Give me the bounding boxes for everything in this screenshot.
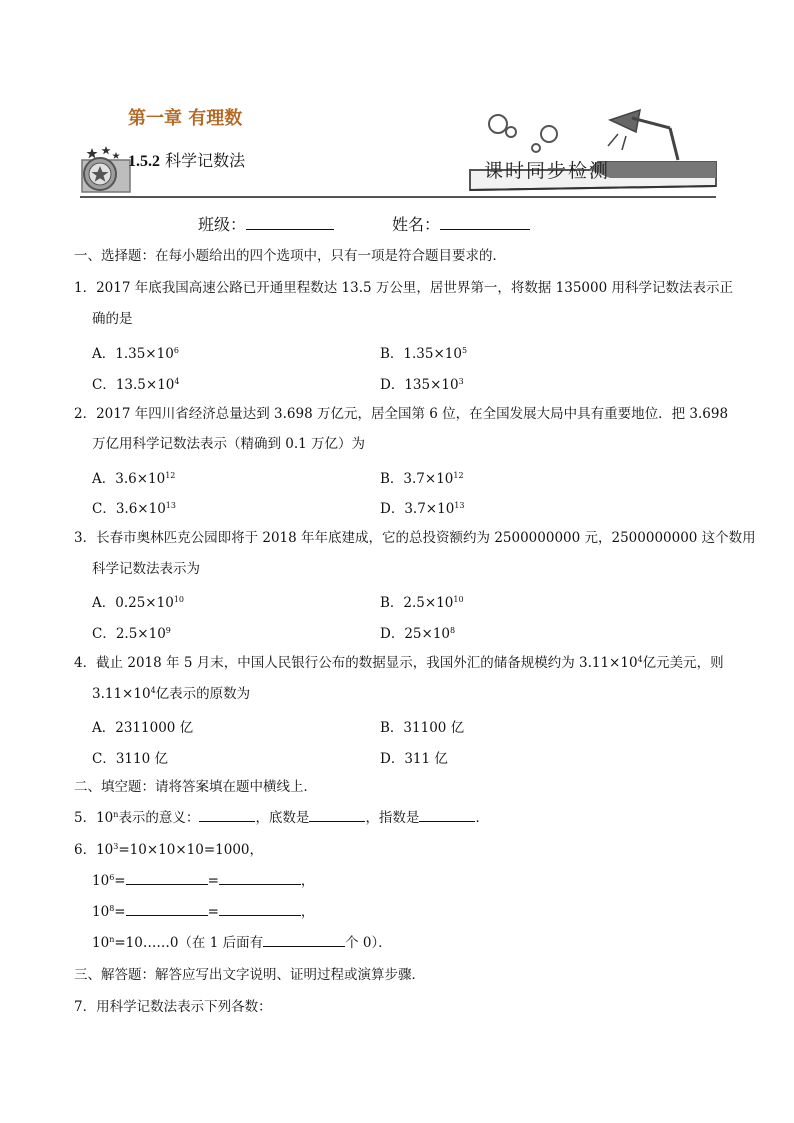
q1-stem-line1: 1．2017 年底我国高速公路已开通里程数达 13.5 万公里，居世界第一，将数据 135000 用科学记数法表示正 (74, 280, 733, 296)
q2-option-d[interactable]: D．$3.7\times 10^{13}$ (380, 501, 465, 517)
bubbles-icon (489, 115, 557, 152)
q6-row-10-n: $10^n=10\dots\dots 0$（在 1 后面有 个 0）． (92, 935, 392, 951)
star-badge-icon (82, 146, 130, 192)
name-blank[interactable] (440, 213, 530, 230)
q6-blank-2[interactable] (219, 871, 301, 885)
q1-option-a[interactable]: A．$1.35\times 10^6$ (92, 346, 179, 362)
class-blank[interactable] (246, 213, 334, 230)
section-title (128, 148, 245, 171)
section-name: 科学记数法 (165, 151, 246, 170)
q6-blank-3[interactable] (126, 902, 208, 916)
q4-option-c[interactable]: C．3110 亿 (92, 751, 168, 767)
chapter-title: 第一章 有理数 (128, 108, 243, 129)
desk-lamp-icon (608, 110, 678, 160)
header-divider (80, 196, 716, 198)
q2-option-a[interactable]: A．$3.6\times 10^{12}$ (92, 471, 176, 487)
q3-option-a[interactable]: A．$0.25\times 10^{10}$ (92, 595, 184, 611)
q2-option-c[interactable]: C．$3.6\times 10^{13}$ (92, 501, 176, 517)
q1-option-c[interactable]: C．$13.5\times 10^4$ (92, 377, 180, 393)
class-field (198, 212, 334, 235)
part2-heading: 二、填空题：请将答案填在题中横线上． (74, 779, 317, 795)
q6-blank-1[interactable] (126, 871, 208, 885)
q4-option-b[interactable]: B．31100 亿 (380, 720, 465, 736)
q4-stem-line2: $3.11\times 10^4$亿表示的原数为 (92, 686, 251, 702)
q3-option-d[interactable]: D．$25\times 10^8$ (380, 626, 456, 642)
q4-option-d[interactable]: D．311 亿 (380, 751, 448, 767)
q7-stem: 7．用科学记数法表示下列各数： (74, 999, 272, 1015)
q6-row-10-8: $10^8=$ = ， (92, 904, 315, 920)
q6-row-10-6: $10^6=$ = ， (92, 873, 315, 889)
q4-stem-line1: 4．截止 2018 年 5 月末，中国人民银行公布的数据显示，我国外汇的储备规模约为 $3.11\times 10^4$亿元美元，则 (74, 655, 724, 671)
class-label: 班级： (198, 215, 247, 234)
q5-blank-exponent[interactable] (419, 808, 475, 822)
part3-heading: 三、解答题：解答应写出文字说明、证明过程或演算步骤． (74, 967, 425, 983)
q5-blank-meaning[interactable] (199, 808, 255, 822)
section-number: 1.5.2 (128, 153, 160, 170)
q4-option-a[interactable]: A．2311000 亿 (92, 720, 194, 736)
q6-stem-line1: 6．$10^3=10\times 10\times 10=1000$， (74, 842, 264, 858)
q5-blank-base[interactable] (309, 808, 365, 822)
name-label: 姓名： (392, 215, 441, 234)
q2-stem-line1: 2．2017 年四川省经济总量达到 3.698 万亿元，居全国第 6 位，在全国发展大局中具有重要地位．把 3.698 (74, 406, 729, 422)
q1-option-d[interactable]: D．$135\times 10^3$ (380, 377, 464, 393)
name-field (392, 212, 530, 235)
banner-title: 课时同步检测 (484, 160, 611, 182)
q3-stem-line1: 3．长春市奥林匹克公园即将于 2018 年年底建成，它的总投资额约为 2500000000 元，2500000000 这个数用 (74, 530, 756, 546)
q3-stem-line2: 科学记数法表示为 (92, 561, 200, 577)
part1-heading: 一、选择题：在每小题给出的四个选项中，只有一项是符合题目要求的． (74, 248, 506, 264)
q6-blank-4[interactable] (219, 902, 301, 916)
q2-option-b[interactable]: B．$3.7\times 10^{12}$ (380, 471, 464, 487)
q3-option-b[interactable]: B．$2.5\times 10^{10}$ (380, 595, 464, 611)
q6-blank-5[interactable] (263, 933, 345, 947)
q3-option-c[interactable]: C．$2.5\times 10^9$ (92, 626, 171, 642)
q1-option-b[interactable]: B．$1.35\times 10^5$ (380, 346, 468, 362)
q1-stem-line2: 确的是 (92, 311, 133, 327)
q2-stem-line2: 万亿用科学记数法表示（精确到 0.1 万亿）为 (92, 436, 366, 452)
q5-stem: 5．10$^n$表示的意义： ，底数是 ，指数是 ． (74, 810, 489, 826)
